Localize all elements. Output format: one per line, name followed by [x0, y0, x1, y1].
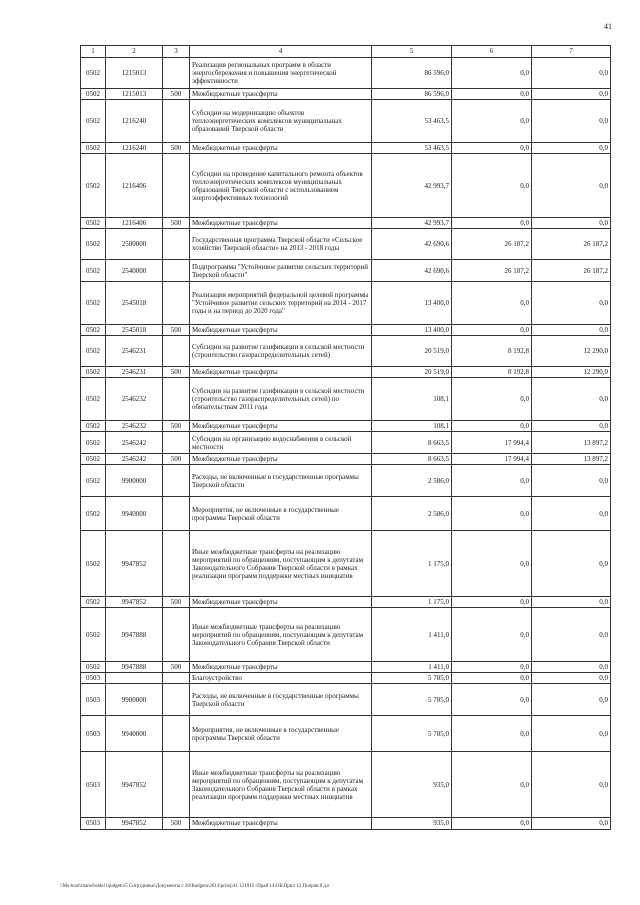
item-name-cell: Иные межбюджетные трансферты на реализацию мероприятий по обращениям, поступающим к депутатам Законодательного Собрания Тверской области в рамках реализации программ поддержки местных инициатив — [190, 752, 372, 818]
amount-2016-cell: 0,0 — [532, 673, 611, 684]
table-row — [81, 716, 611, 752]
column-header: 3 — [163, 46, 190, 58]
section-code-cell: 0502 — [81, 143, 106, 154]
table-row — [81, 818, 611, 829]
expense-type-cell — [163, 336, 190, 367]
amount-2014-cell: 108,1 — [372, 378, 452, 421]
amount-2014-cell: 108,1 — [372, 421, 452, 432]
amount-2016-cell: 0,0 — [532, 497, 611, 531]
table-row — [81, 684, 611, 716]
table-row — [81, 597, 611, 608]
item-name-cell: Межбюджетные трансферты — [190, 89, 372, 100]
item-name-cell: Субсидии на модернизацию объектов теплоэнергетических комплексов муниципальных образований Тверской области — [190, 100, 372, 143]
amount-2015-cell: 0,0 — [452, 531, 532, 597]
table-row — [81, 465, 611, 497]
column-header: 7 — [532, 46, 611, 58]
amount-2015-cell: 0,0 — [452, 662, 532, 673]
amount-2015-cell: 0,0 — [452, 325, 532, 336]
item-name-cell: Расходы, не включенные в государственные программы Тверской области — [190, 465, 372, 497]
target-code-cell: 1216406 — [106, 218, 163, 229]
amount-2015-cell: 0,0 — [452, 89, 532, 100]
amount-2014-cell: 53 463,5 — [372, 143, 452, 154]
amount-2015-cell: 8 192,8 — [452, 367, 532, 378]
target-code-cell: 2546242 — [106, 454, 163, 465]
amount-2015-cell: 0,0 — [452, 818, 532, 829]
page-number: 41 — [604, 22, 612, 31]
amount-2015-cell: 0,0 — [452, 58, 532, 89]
expense-type-cell — [163, 716, 190, 752]
amount-2014-cell: 13 400,0 — [372, 325, 452, 336]
budget-table — [80, 45, 611, 830]
section-code-cell: 0502 — [81, 218, 106, 229]
item-name-cell: Иные межбюджетные трансферты на реализацию мероприятий по обращениям, поступающим к депутатам Законодательного Собрания Тверской области — [190, 608, 372, 662]
amount-2016-cell: 0,0 — [532, 684, 611, 716]
amount-2014-cell: 42 690,6 — [372, 229, 452, 260]
amount-2015-cell: 0,0 — [452, 218, 532, 229]
section-code-cell: 0503 — [81, 684, 106, 716]
target-code-cell: 2545018 — [106, 282, 163, 325]
expense-type-cell: 500 — [163, 218, 190, 229]
amount-2015-cell: 0,0 — [452, 154, 532, 218]
expense-type-cell — [163, 752, 190, 818]
table-row — [81, 378, 611, 421]
expense-type-cell: 500 — [163, 367, 190, 378]
item-name-cell: Межбюджетные трансферты — [190, 454, 372, 465]
expense-type-cell: 500 — [163, 325, 190, 336]
table-row — [81, 367, 611, 378]
amount-2015-cell: 0,0 — [452, 497, 532, 531]
item-name-cell: Межбюджетные трансферты — [190, 421, 372, 432]
item-name-cell: Межбюджетные трансферты — [190, 818, 372, 829]
column-header: 2 — [106, 46, 163, 58]
item-name-cell: Межбюджетные трансферты — [190, 218, 372, 229]
table-row — [81, 89, 611, 100]
amount-2015-cell: 0,0 — [452, 421, 532, 432]
amount-2014-cell: 20 519,0 — [372, 367, 452, 378]
target-code-cell: 9947852 — [106, 752, 163, 818]
section-code-cell: 0503 — [81, 716, 106, 752]
section-code-cell: 0502 — [81, 367, 106, 378]
amount-2015-cell: 0,0 — [452, 143, 532, 154]
item-name-cell: Субсидии на развитие газификации в сельской местности (строительство газораспределительных сетей) по обязательствам 2011 года — [190, 378, 372, 421]
section-code-cell: 0502 — [81, 597, 106, 608]
expense-type-cell: 500 — [163, 597, 190, 608]
amount-2015-cell: 26 187,2 — [452, 260, 532, 282]
target-code-cell: 9940000 — [106, 716, 163, 752]
target-code-cell: 1216240 — [106, 143, 163, 154]
amount-2016-cell: 0,0 — [532, 752, 611, 818]
section-code-cell: 0502 — [81, 454, 106, 465]
target-code-cell: 1216240 — [106, 100, 163, 143]
amount-2014-cell: 42 993,7 — [372, 154, 452, 218]
target-code-cell: 9947888 — [106, 608, 163, 662]
amount-2016-cell: 0,0 — [532, 421, 611, 432]
amount-2014-cell: 8 663,5 — [372, 454, 452, 465]
section-code-cell: 0502 — [81, 497, 106, 531]
target-code-cell: 1216406 — [106, 154, 163, 218]
expense-type-cell — [163, 673, 190, 684]
section-code-cell: 0502 — [81, 325, 106, 336]
section-code-cell: 0502 — [81, 531, 106, 597]
amount-2016-cell: 0,0 — [532, 58, 611, 89]
section-code-cell: 0503 — [81, 673, 106, 684]
amount-2016-cell: 0,0 — [532, 531, 611, 597]
amount-2016-cell: 0,0 — [532, 282, 611, 325]
amount-2014-cell: 86 596,0 — [372, 89, 452, 100]
table-row — [81, 143, 611, 154]
expense-type-cell — [163, 229, 190, 260]
table-row — [81, 282, 611, 325]
amount-2016-cell: 0,0 — [532, 218, 611, 229]
target-code-cell: 9900000 — [106, 465, 163, 497]
expense-type-cell — [163, 260, 190, 282]
amount-2016-cell: 0,0 — [532, 716, 611, 752]
amount-2014-cell: 2 586,0 — [372, 465, 452, 497]
table-row — [81, 58, 611, 89]
item-name-cell: Расходы, не включенные в государственные программы Тверской области — [190, 684, 372, 716]
table-row — [81, 336, 611, 367]
amount-2015-cell: 0,0 — [452, 465, 532, 497]
table-row — [81, 662, 611, 673]
column-header: 6 — [452, 46, 532, 58]
amount-2015-cell: 17 994,4 — [452, 432, 532, 454]
expense-type-cell: 500 — [163, 89, 190, 100]
section-code-cell: 0502 — [81, 336, 106, 367]
item-name-cell: Межбюджетные трансферты — [190, 662, 372, 673]
section-code-cell: 0502 — [81, 662, 106, 673]
table-row — [81, 229, 611, 260]
section-code-cell: 0502 — [81, 432, 106, 454]
section-code-cell: 0502 — [81, 100, 106, 143]
expense-type-cell — [163, 497, 190, 531]
amount-2016-cell: 26 187,2 — [532, 260, 611, 282]
amount-2015-cell: 8 192,8 — [452, 336, 532, 367]
section-code-cell: 0502 — [81, 89, 106, 100]
amount-2015-cell: 0,0 — [452, 673, 532, 684]
section-code-cell: 0502 — [81, 229, 106, 260]
amount-2016-cell: 0,0 — [532, 325, 611, 336]
amount-2014-cell: 935,0 — [372, 818, 452, 829]
item-name-cell: Межбюджетные трансферты — [190, 325, 372, 336]
amount-2014-cell: 42 690,6 — [372, 260, 452, 282]
amount-2015-cell: 0,0 — [452, 378, 532, 421]
expense-type-cell — [163, 531, 190, 597]
target-code-cell: 9947852 — [106, 818, 163, 829]
amount-2014-cell: 5 785,0 — [372, 673, 452, 684]
column-header: 1 — [81, 46, 106, 58]
expense-type-cell — [163, 282, 190, 325]
amount-2016-cell: 0,0 — [532, 818, 611, 829]
amount-2014-cell: 1 175,0 — [372, 531, 452, 597]
amount-2016-cell: 0,0 — [532, 89, 611, 100]
item-name-cell: Реализация региональных программ в области энергосбережения и повышения энергетической эффективности — [190, 58, 372, 89]
file-path-footer: \\Ms-host\shared\otdel bjudgetu\5 Сотрудники\Документы с 20\Budgeta\2014\priloj\41 121915-\Праб 14\ОБ\Прил 12 Поправ б.д.е — [60, 884, 330, 889]
table-row — [81, 432, 611, 454]
amount-2014-cell: 20 519,0 — [372, 336, 452, 367]
table-row — [81, 608, 611, 662]
expense-type-cell: 500 — [163, 818, 190, 829]
amount-2014-cell: 53 463,5 — [372, 100, 452, 143]
target-code-cell — [106, 673, 163, 684]
item-name-cell: Субсидии на проведение капитального ремонта объектов теплоэнергетических комплексов муниципальных образований Тверской области с использованием энергоэффективных технологий — [190, 154, 372, 218]
target-code-cell: 2540000 — [106, 260, 163, 282]
item-name-cell: Субсидии на организацию водоснабжения в сельской местности — [190, 432, 372, 454]
target-code-cell: 1215013 — [106, 58, 163, 89]
amount-2014-cell: 1 411,0 — [372, 608, 452, 662]
amount-2016-cell: 0,0 — [532, 378, 611, 421]
section-code-cell: 0503 — [81, 818, 106, 829]
amount-2016-cell: 0,0 — [532, 662, 611, 673]
expense-type-cell — [163, 608, 190, 662]
amount-2015-cell: 0,0 — [452, 282, 532, 325]
amount-2014-cell: 8 663,5 — [372, 432, 452, 454]
amount-2014-cell: 2 586,0 — [372, 497, 452, 531]
table-row — [81, 154, 611, 218]
section-code-cell: 0502 — [81, 465, 106, 497]
target-code-cell: 1215013 — [106, 89, 163, 100]
table-row — [81, 260, 611, 282]
section-code-cell: 0502 — [81, 282, 106, 325]
table-row — [81, 100, 611, 143]
amount-2014-cell: 86 596,0 — [372, 58, 452, 89]
target-code-cell: 2546232 — [106, 421, 163, 432]
section-code-cell: 0502 — [81, 154, 106, 218]
amount-2014-cell: 5 785,0 — [372, 684, 452, 716]
section-code-cell: 0502 — [81, 608, 106, 662]
target-code-cell: 2500000 — [106, 229, 163, 260]
table-row — [81, 454, 611, 465]
expense-type-cell: 500 — [163, 421, 190, 432]
target-code-cell: 9947888 — [106, 662, 163, 673]
table-row — [81, 421, 611, 432]
amount-2016-cell: 0,0 — [532, 154, 611, 218]
target-code-cell: 2546231 — [106, 367, 163, 378]
item-name-cell: Благоустройство — [190, 673, 372, 684]
table-row — [81, 673, 611, 684]
amount-2014-cell: 42 993,7 — [372, 218, 452, 229]
expense-type-cell — [163, 432, 190, 454]
amount-2014-cell: 13 400,0 — [372, 282, 452, 325]
expense-type-cell: 500 — [163, 143, 190, 154]
target-code-cell: 9900000 — [106, 684, 163, 716]
amount-2016-cell: 0,0 — [532, 100, 611, 143]
table-row — [81, 752, 611, 818]
target-code-cell: 2546232 — [106, 378, 163, 421]
target-code-cell: 9947852 — [106, 597, 163, 608]
item-name-cell: Межбюджетные трансферты — [190, 367, 372, 378]
table-row — [81, 531, 611, 597]
item-name-cell: Субсидии на развитие газификации в сельской местности (строительство газораспределительных сетей) — [190, 336, 372, 367]
expense-type-cell: 500 — [163, 454, 190, 465]
section-code-cell: 0502 — [81, 378, 106, 421]
amount-2015-cell: 0,0 — [452, 597, 532, 608]
expense-type-cell — [163, 378, 190, 421]
amount-2014-cell: 1 411,0 — [372, 662, 452, 673]
section-code-cell: 0502 — [81, 260, 106, 282]
target-code-cell: 9947852 — [106, 531, 163, 597]
section-code-cell: 0502 — [81, 58, 106, 89]
item-name-cell: Иные межбюджетные трансферты на реализацию мероприятий по обращениям, поступающим к депутатам Законодательного Собрания Тверской области в рамках реализации программ поддержки местных инициатив — [190, 531, 372, 597]
target-code-cell: 2545018 — [106, 325, 163, 336]
header-row — [81, 46, 611, 58]
amount-2015-cell: 0,0 — [452, 752, 532, 818]
expense-type-cell — [163, 684, 190, 716]
column-header: 5 — [372, 46, 452, 58]
amount-2016-cell: 0,0 — [532, 143, 611, 154]
amount-2016-cell: 12 290,0 — [532, 336, 611, 367]
amount-2016-cell: 12 290,0 — [532, 367, 611, 378]
item-name-cell: Мероприятия, не включенные в государственные программы Тверской области — [190, 716, 372, 752]
amount-2015-cell: 26 187,2 — [452, 229, 532, 260]
amount-2015-cell: 17 994,4 — [452, 454, 532, 465]
expense-type-cell — [163, 465, 190, 497]
item-name-cell: Мероприятия, не включенные в государственные программы Тверской области — [190, 497, 372, 531]
target-code-cell: 9940000 — [106, 497, 163, 531]
expense-type-cell — [163, 100, 190, 143]
amount-2016-cell: 13 897,2 — [532, 432, 611, 454]
item-name-cell: Реализация мероприятий федеральной целевой программы "Устойчивое развитие сельских территорий на 2014 - 2017 годы и на период до 2020 года" — [190, 282, 372, 325]
table-row — [81, 497, 611, 531]
column-header: 4 — [190, 46, 372, 58]
amount-2015-cell: 0,0 — [452, 716, 532, 752]
expense-type-cell — [163, 154, 190, 218]
amount-2014-cell: 1 175,0 — [372, 597, 452, 608]
amount-2015-cell: 0,0 — [452, 608, 532, 662]
amount-2016-cell: 26 187,2 — [532, 229, 611, 260]
expense-type-cell: 500 — [163, 662, 190, 673]
table-row — [81, 325, 611, 336]
amount-2016-cell: 0,0 — [532, 608, 611, 662]
amount-2015-cell: 0,0 — [452, 100, 532, 143]
amount-2015-cell: 0,0 — [452, 684, 532, 716]
item-name-cell: Государственная программа Тверской области «Сельское хозяйство Тверской области» на 2013 - 2018 годы — [190, 229, 372, 260]
amount-2016-cell: 13 897,2 — [532, 454, 611, 465]
item-name-cell: Межбюджетные трансферты — [190, 143, 372, 154]
table-row — [81, 218, 611, 229]
amount-2016-cell: 0,0 — [532, 465, 611, 497]
target-code-cell: 2546242 — [106, 432, 163, 454]
expense-type-cell — [163, 58, 190, 89]
target-code-cell: 2546231 — [106, 336, 163, 367]
amount-2016-cell: 0,0 — [532, 597, 611, 608]
amount-2014-cell: 935,0 — [372, 752, 452, 818]
section-code-cell: 0503 — [81, 752, 106, 818]
amount-2014-cell: 5 785,0 — [372, 716, 452, 752]
item-name-cell: Подпрограмма "Устойчивое развитие сельских территорий Тверской области" — [190, 260, 372, 282]
item-name-cell: Межбюджетные трансферты — [190, 597, 372, 608]
section-code-cell: 0502 — [81, 421, 106, 432]
